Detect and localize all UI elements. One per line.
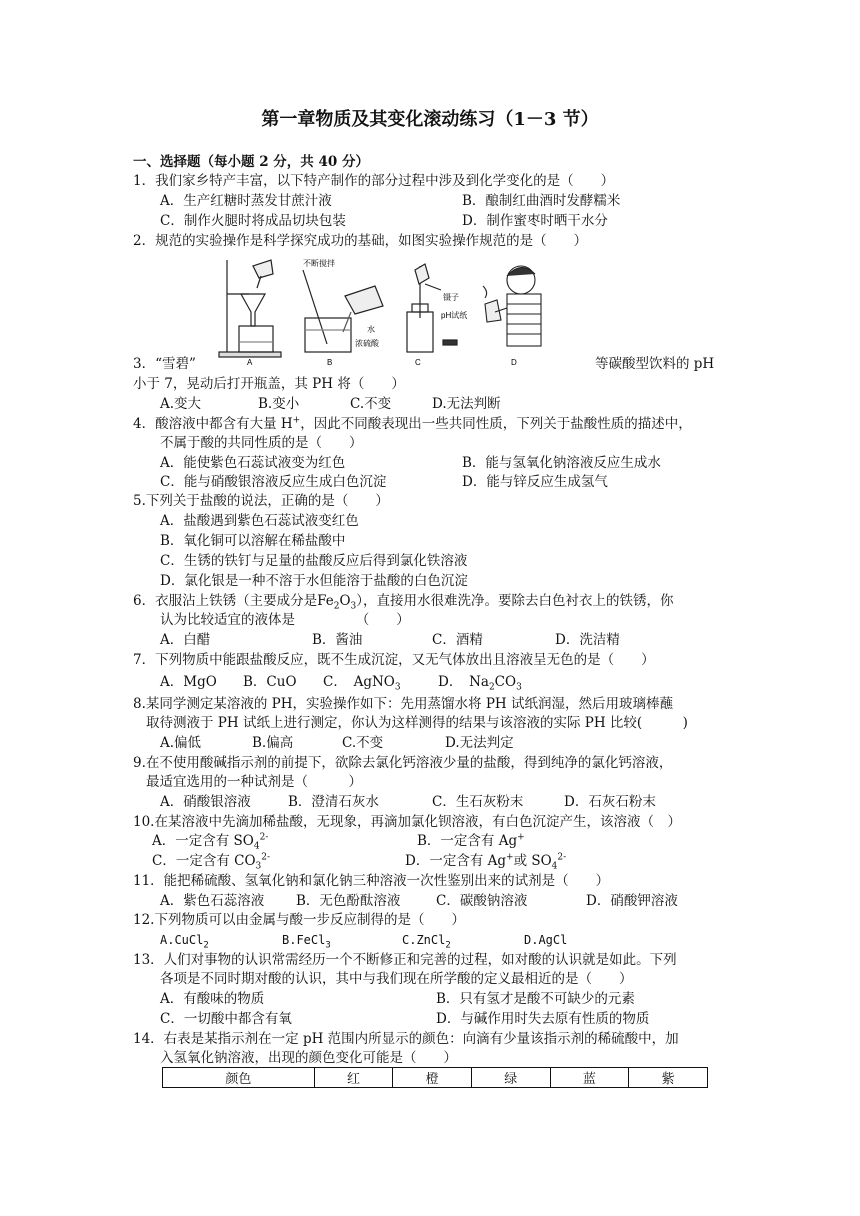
table-cell: 紫: [629, 1068, 708, 1088]
option-b: B．CuO: [243, 674, 297, 690]
question-stem: 13．人们对事物的认识常需经历一个不断修正和完善的过程，如对酸的认识就是如此。下列: [133, 952, 677, 968]
question-stem-2: 不属于酸的共同性质的是（ ）: [160, 435, 363, 451]
question-stem: 14．右表是某指示剂在一定 pH 范围内所显示的颜色：向滴有少量该指示剂的稀硫酸中，加: [133, 1031, 679, 1047]
option-d: D．石灰石粉末: [564, 794, 656, 810]
question-stem-2: 入氢氧化钠溶液，出现的颜色变化可能是（ ）: [160, 1050, 457, 1066]
question-stem: 12.下列物质可以由金属与酸一步反应制得的是（ ）: [133, 912, 465, 928]
option-b: B．氧化铜可以溶解在稀盐酸中: [160, 533, 346, 549]
option-a: A．MgO: [160, 674, 217, 690]
option-c: C．一切酸中都含有氧: [160, 1011, 292, 1027]
option-d: D．洗洁精: [555, 632, 620, 648]
option-b: B．一定含有 Ag+: [417, 832, 525, 849]
option-c: C．制作火腿时将成品切块包装: [160, 213, 346, 229]
option-c: C．碳酸钠溶液: [436, 893, 528, 909]
option-d: D.AgCl: [524, 933, 568, 947]
option-b: B.偏高: [252, 735, 294, 751]
option-d: D．硝酸钾溶液: [586, 893, 678, 909]
option-c: C．酒精: [432, 632, 483, 648]
question-stem: 5.下列关于盐酸的说法，正确的是（ ）: [133, 493, 389, 509]
question-stem-2: 最适宜选用的一种试剂是（ ）: [146, 774, 362, 790]
option-b: B．澄清石灰水: [288, 794, 379, 810]
table-cell: 颜色: [163, 1068, 315, 1088]
question-stem-2: 取待测液于 PH 试纸上进行测定，你认为这样测得的结果与该溶液的实际 PH 比较( ): [146, 715, 688, 731]
fig-text-tweezers: 镊子: [443, 293, 459, 302]
fig-label-c: C: [415, 358, 421, 366]
option-b: B．能与氢氧化钠溶液反应生成水: [462, 455, 661, 471]
fig-label-a: A: [247, 358, 253, 366]
question-stem: 7．下列物质中能跟盐酸反应，既不生成沉淀，又无气体放出且溶液呈无色的是（ ）: [133, 652, 655, 668]
fig-label-b: B: [327, 358, 333, 366]
option-b: B.变小: [258, 396, 300, 412]
table-cell: 橙: [393, 1068, 472, 1088]
question-stem: 10.在某溶液中先滴加稀盐酸，无现象，再滴加氯化钡溶液，有白色沉淀产生，该溶液（ ）: [133, 814, 681, 830]
fig-text-water: 水: [367, 325, 375, 334]
section-heading: 一、选择题（每小题 2 分，共 40 分）: [133, 154, 369, 170]
option-c: C．能与硝酸银溶液反应生成白色沉淀: [160, 474, 387, 490]
smelling-person: [483, 266, 541, 346]
table-row: [163, 1068, 708, 1088]
option-d: D.无法判断: [432, 396, 501, 412]
option-a: A．紫色石蕊溶液: [160, 893, 265, 909]
option-d: D．制作蜜枣时晒干水分: [462, 213, 608, 229]
question-stem-2: 认为比较适宜的液体是 （ ）: [160, 612, 410, 628]
option-a: A.CuCl$_2$: [160, 933, 209, 951]
question-stem-right: 等碳酸型饮料的 pH: [595, 356, 715, 372]
question-stem: 4．酸溶液中都含有大量 H+，因此不同酸表现出一些共同性质，下列关于盐酸性质的描述中，: [133, 415, 692, 432]
option-a: A．有酸味的物质: [160, 991, 265, 1007]
fig-text-acid: 浓硫酸: [355, 339, 379, 348]
option-a: A.变大: [160, 396, 202, 412]
option-b: B.FeCl$_3$: [282, 933, 331, 951]
fig-text-stir: 不断搅拌: [303, 259, 335, 268]
filtration-apparatus: [219, 260, 281, 357]
question-stem: 9.在不使用酸碱指示剂的前提下，欲除去氯化钙溶液少量的盐酸，得到纯净的氯化钙溶液，: [133, 755, 673, 771]
option-a: A．盐酸遇到紫色石蕊试液变红色: [160, 513, 359, 529]
indicator-color-table: [162, 1067, 708, 1088]
option-b: B．只有氢才是酸不可缺少的元素: [436, 991, 635, 1007]
option-b: B．酱油: [312, 632, 363, 648]
option-d: D．一定含有 Ag+或 $SO_4^{2-}$: [405, 852, 567, 872]
option-a: A．硝酸银溶液: [160, 794, 251, 810]
option-c: C.不变: [350, 396, 392, 412]
option-d: D．氯化银是一种不溶于水但能溶于盐酸的白色沉淀: [160, 573, 468, 589]
option-b: B．酿制红曲酒时发酵糯米: [462, 193, 621, 209]
option-b: B．无色酚酞溶液: [296, 893, 401, 909]
fig-label-d: D: [511, 358, 517, 366]
question-stem-2: 小于 7，晃动后打开瓶盖，其 PH 将（ ）: [133, 376, 405, 392]
fig-text-ph-paper: pH试纸: [441, 311, 468, 320]
option-c: C．生石灰粉末: [432, 794, 524, 810]
table-cell: 绿: [471, 1068, 550, 1088]
superscript: +: [292, 415, 301, 426]
option-c: C． AgNO$_3$: [323, 674, 401, 693]
lab-operations-figure: [215, 256, 565, 366]
option-d: D． $Na_2CO_3$: [438, 674, 522, 693]
option-c: C.ZnCl$_2$: [402, 933, 451, 951]
option-a: A.偏低: [160, 735, 202, 751]
ph-test-apparatus: [407, 264, 457, 352]
question-stem: 8.某同学测定某溶液的 PH，实验操作如下：先用蒸馏水将 PH 试纸润湿，然后用玻璃棒蘸: [133, 696, 673, 712]
option-a: A．一定含有 $SO_4^{2-}$: [152, 832, 269, 852]
question-stem-2: 各项是不同时期对酸的认识，其中与我们现在所学酸的定义最相近的是（ ）: [160, 971, 633, 987]
option-c: C．一定含有 $CO_3^{2-}$: [152, 852, 271, 872]
question-stem: 2．规范的实验操作是科学探究成功的基础，如图实验操作规范的是（ ）: [133, 233, 588, 249]
question-stem: 1．我们家乡特产丰富，以下特产制作的部分过程中涉及到化学变化的是（ ）: [133, 173, 615, 189]
question-stem-left: 3．“雪碧”: [133, 356, 196, 372]
option-d: D.无法判定: [445, 735, 514, 751]
option-c: C.不变: [342, 735, 384, 751]
option-a: A．生产红糖时蒸发甘蔗汁液: [160, 193, 332, 209]
option-d: D．与碱作用时失去原有性质的物质: [436, 1011, 650, 1027]
table-cell: 红: [314, 1068, 393, 1088]
question-stem: 11．能把稀硫酸、氢氧化钠和氯化钠三种溶液一次性鉴别出来的试剂是（ ）: [133, 873, 610, 889]
table-cell: 蓝: [550, 1068, 629, 1088]
option-a: A．白醋: [160, 632, 211, 648]
option-c: C．生锈的铁钉与足量的盐酸反应后得到氯化铁溶液: [160, 553, 468, 569]
page-title: 第一章物质及其变化滚动练习（1－3 节）: [261, 109, 599, 130]
option-d: D．能与锌反应生成氢气: [462, 474, 608, 490]
question-stem: 6．衣服沾上铁锈（主要成分是$Fe_2O_3$），直接用水很难洗净。要除去白色衬衣上的铁锈，你: [133, 593, 674, 612]
option-a: A．能使紫色石蕊试液变为红色: [160, 455, 346, 471]
